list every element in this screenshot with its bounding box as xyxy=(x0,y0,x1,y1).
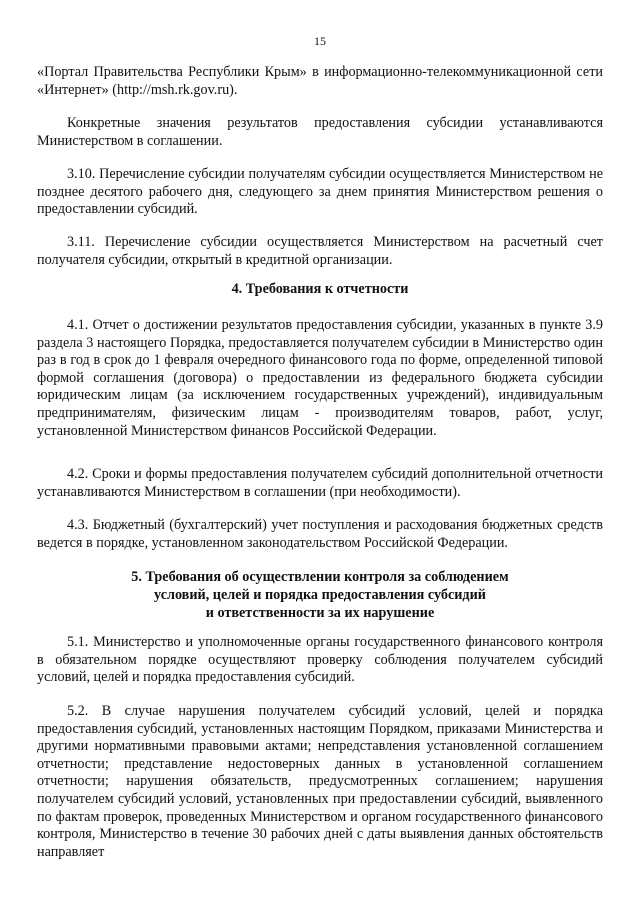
paragraph-5-2: 5.2. В случае нарушения получателем субсидий условий, целей и порядка предоставления субсидий, установленных настоящим Порядком, приказами Министерства и другими нормативными правовыми актами; непредставления установленной соглашением отчетности; представление недостоверных данных в установленной соглашением отчетности; нарушения обязательств, предусмотренных соглашением; нарушения получателем субсидий условий, установленных при предоставлении субсидий, выявленного по фактам проверок, проведенных Министерством и органом государственного финансового контроля, Министерство в течение 30 рабочих дней с даты выявления данных обстоятельств направляет xyxy=(37,703,603,860)
section-5-heading xyxy=(37,568,603,622)
paragraph-portal: «Портал Правительства Республики Крым» в информационно-телекоммуникационной сети «Интернет» (http://msh.rk.gov.ru). xyxy=(37,64,603,98)
paragraph-3-11: 3.11. Перечисление субсидии осуществляется Министерством на расчетный счет получателя субсидии, открытый в кредитной организации. xyxy=(37,234,603,268)
paragraph-4-3: 4.3. Бюджетный (бухгалтерский) учет поступления и расходования бюджетных средств ведется в порядке, установленном законодательством Российской Федерации. xyxy=(37,517,603,551)
section-5-heading-line-2: условий, целей и порядка предоставления субсидий xyxy=(154,587,486,603)
paragraph-5-1: 5.1. Министерство и уполномоченные органы государственного финансового контроля в обязательном порядке осуществляют проверку соблюдения получателем субсидий условий, целей и порядка предоставления субсидий. xyxy=(37,634,603,686)
page-number: 15 xyxy=(314,34,326,48)
section-5-heading-line-3: и ответственности за их нарушение xyxy=(205,605,435,621)
paragraph-3-10: 3.10. Перечисление субсидии получателям субсидии осуществляется Министерством не позднее десятого рабочего дня, следующего за днем принятия Министерством решения о предоставлении субсидий. xyxy=(37,166,603,218)
paragraph-4-1: 4.1. Отчет о достижении результатов предоставления субсидии, указанных в пункте 3.9 раздела 3 настоящего Порядка, предоставляется получателем субсидии в Министерство один раз в год в срок до 1 февраля очередного финансового года по форме, определенной типовой формой соглашения (договора) о предоставлении из федерального бюджета субсидии юридическим лицам (за исключением государственных учреждений), индивидуальным предпринимателям, физическим лицам - производителям товаров, работ, услуг, установленной Министерством финансов Российской Федерации. xyxy=(37,317,603,439)
section-5-heading-line-1: 5. Требования об осуществлении контроля за соблюдением xyxy=(131,569,509,585)
section-4-heading: 4. Требования к отчетности xyxy=(231,281,409,297)
paragraph-4-2: 4.2. Сроки и формы предоставления получателем субсидий дополнительной отчетности устанавливаются Министерством в соглашении (при необходимости). xyxy=(37,466,603,500)
paragraph-results: Конкретные значения результатов предоставления субсидии устанавливаются Министерством в соглашении. xyxy=(37,115,603,149)
